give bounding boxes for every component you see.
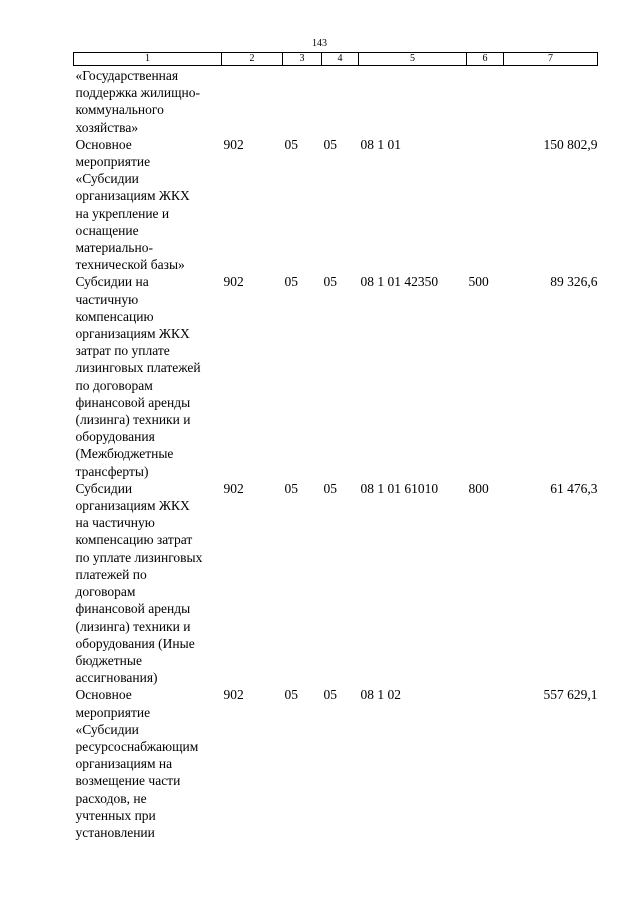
table-row [74,66,598,136]
row-name-line: по договорам [75,377,153,393]
header-row [74,53,598,66]
row-name-line: частичную [75,291,139,307]
row-name-line: Основное [75,136,132,152]
column-header-1: 1 [74,53,222,66]
table-row [74,136,598,274]
row-name-line: хозяйства» [75,119,139,135]
expense-type-code: 500 [468,274,489,290]
expense-type-code: 800 [468,480,489,496]
row-name-line: затрат по уплате [75,343,170,359]
target-code: 08 1 01 42350 [360,274,439,290]
row-name-line: бюджетные [75,652,142,668]
row-name-line: возмещение части [75,773,181,789]
ministry-code: 902 [223,274,244,290]
amount: 89 326,6 [550,274,598,290]
table-row [74,273,598,479]
row-name-line: мероприятие [75,704,151,720]
row-name-line: финансовой аренды [75,394,191,410]
row-name-line: учтенных при [75,807,156,823]
row-name-line: «Государственная [75,68,179,83]
row-name [74,136,222,274]
row-name-line: по уплате лизинговых [75,549,203,565]
row-name-line: коммунального [75,102,164,118]
row-name-line: мероприятие [75,154,151,170]
row-name-line: расходов, не [75,790,147,806]
row-name-line: ресурсоснабжающим [75,738,199,754]
row-name-line: оснащение [75,222,139,238]
row-name-line: договорам [75,584,136,600]
section-code: 05 [284,687,298,703]
row-name-line: поддержка жилищно- [75,85,200,101]
column-header-3: 3 [283,53,322,66]
table-row [74,686,598,841]
ministry-code [222,66,283,136]
row-name-line: компенсацию затрат [75,532,193,548]
amount: 150 802,9 [543,136,598,152]
row-name [74,66,222,136]
row-name-line: (лизинга) техники и [75,412,191,428]
row-name-line: установлении [75,824,155,840]
section-code: 05 [284,274,298,290]
ministry-code: 902 [223,687,244,703]
amount [504,66,598,136]
row-name-line: (Межбюджетные [75,446,174,462]
subsection-code: 05 [323,136,337,152]
expense-type-code [467,686,504,841]
row-name [74,273,222,479]
row-name-line: Субсидии [75,480,133,496]
row-name-line: организациям ЖКХ [75,188,190,204]
row-name-line: технической базы» [75,257,185,273]
row-name-line: организациям ЖКХ [75,326,190,342]
table-body [74,66,598,842]
subsection-code [322,66,359,136]
row-name-line: организациям ЖКХ [75,498,190,514]
row-name-line: трансферты) [75,463,149,479]
column-header-6: 6 [467,53,504,66]
page-number: 143 [312,38,327,49]
row-name [74,480,222,686]
expense-type-code [467,136,504,274]
target-code: 08 1 02 [360,687,401,703]
expense-type-code [467,66,504,136]
amount: 61 476,3 [550,480,598,496]
row-name-line: оборудования [75,429,155,445]
subsection-code: 05 [323,687,337,703]
row-name-line: лизинговых платежей [75,360,201,376]
ministry-code: 902 [223,136,244,152]
row-name-line: финансовой аренды [75,601,191,617]
row-name-line: материально- [75,240,153,256]
section-code: 05 [284,136,298,152]
column-header-7: 7 [504,53,598,66]
row-name-line: на укрепление и [75,205,170,221]
row-name-line: Субсидии на [75,274,149,290]
row-name [74,686,222,841]
row-name-line: ассигнования) [75,670,158,686]
row-name-line: (лизинга) техники и [75,618,191,634]
column-header-5: 5 [359,53,467,66]
row-name-line: компенсацию [75,308,154,324]
amount: 557 629,1 [543,687,598,703]
target-code: 08 1 01 61010 [360,480,439,496]
column-header-2: 2 [222,53,283,66]
row-name-line: на частичную [75,515,155,531]
target-code: 08 1 01 [360,136,401,152]
row-name-line: «Субсидии [75,171,139,187]
ministry-code: 902 [223,480,244,496]
row-name-line: оборудования (Иные [75,635,195,651]
budget-table [73,52,598,841]
section-code: 05 [284,480,298,496]
row-name-line: Основное [75,687,132,703]
row-name-line: платежей по [75,566,147,582]
subsection-code: 05 [323,274,337,290]
subsection-code: 05 [323,480,337,496]
section-code [283,66,322,136]
target-code [359,66,467,136]
row-name-line: «Субсидии [75,721,139,737]
column-header-4: 4 [322,53,359,66]
table-row [74,480,598,686]
row-name-line: организациям на [75,756,173,772]
